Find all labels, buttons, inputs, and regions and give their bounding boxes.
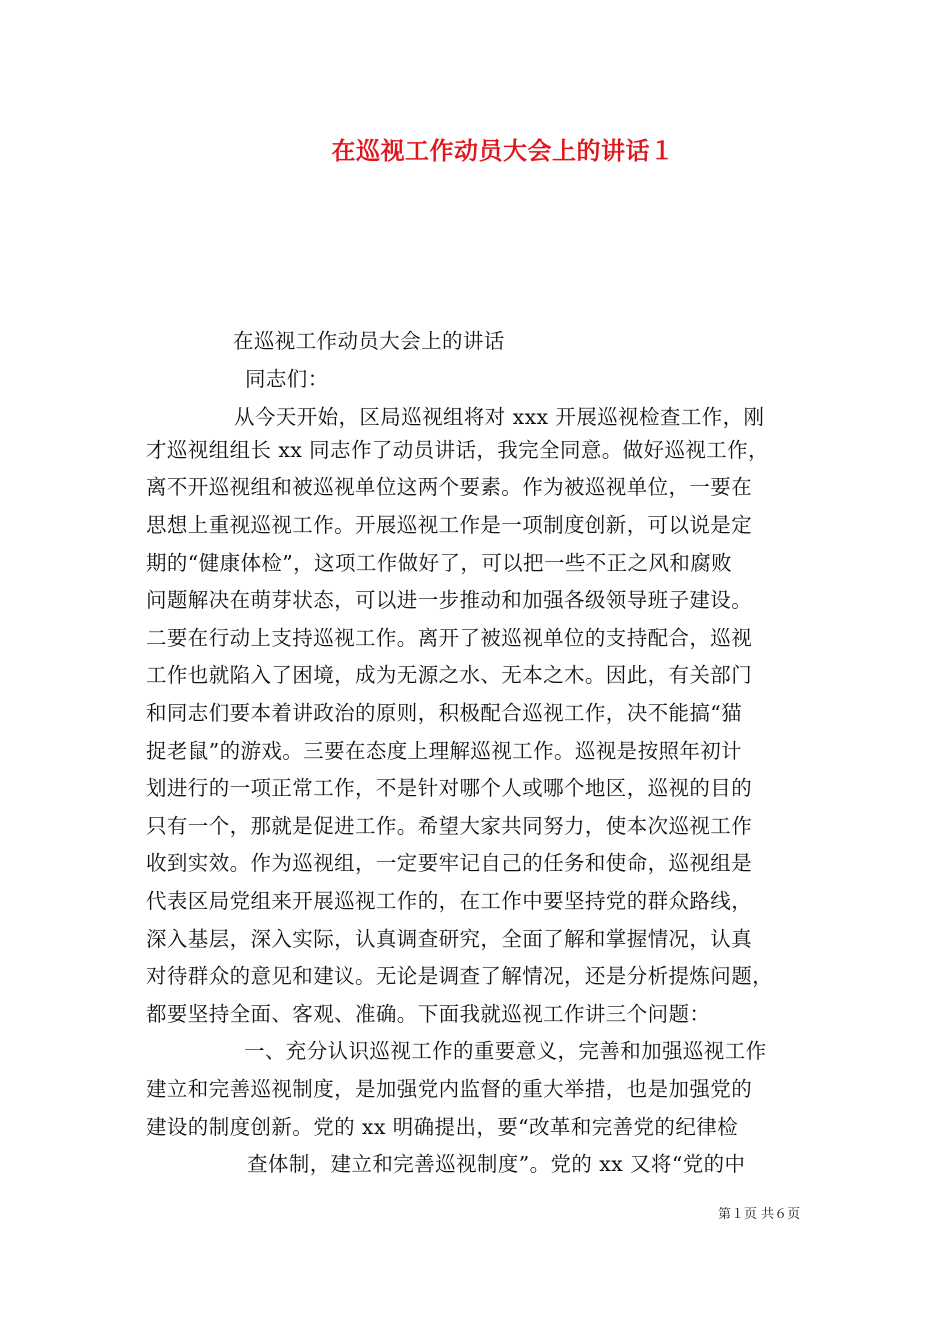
text-line: 从今天开始，区局巡视组将对 xxx 开展巡视检查工作，刚: [234, 405, 765, 429]
text-line: 思想上重视巡视工作。开展巡视工作是一项制度创新，可以说是定: [146, 513, 753, 537]
text-line: 在巡视工作动员大会上的讲话: [233, 329, 505, 353]
text-line: 问题解决在萌芽状态，可以进一步推动和加强各级领导班子建设。: [146, 588, 753, 612]
page-number: 第１页 共６页: [718, 1207, 801, 1222]
text-line: 同志们：: [245, 367, 329, 391]
text-line: 对待群众的意见和建议。无论是调查了解情况，还是分析提炼问题，: [146, 964, 773, 988]
text-line: 工作也就陷入了困境，成为无源之水、无本之木。因此，有关部门: [146, 663, 753, 687]
text-line: 建立和完善巡视制度，是加强党内监督的重大举措，也是加强党的: [146, 1077, 753, 1101]
text-line: 捉老鼠”的游戏。三要在态度上理解巡视工作。巡视是按照年初计: [146, 739, 743, 763]
text-line: 离不开巡视组和被巡视单位这两个要素。作为被巡视单位，一要在: [146, 475, 753, 499]
text-line: 划进行的一项正常工作，不是针对哪个人或哪个地区，巡视的目的: [146, 776, 753, 800]
text-line: 期的“健康体检”，这项工作做好了，可以把一些不正之风和腐败: [146, 551, 733, 575]
text-line: 一、充分认识巡视工作的重要意义，完善和加强巡视工作: [244, 1039, 767, 1063]
text-line: 才巡视组组长 xx 同志作了动员讲话，我完全同意。做好巡视工作，: [146, 438, 769, 462]
text-line: 和同志们要本着讲政治的原则，积极配合巡视工作，决不能搞“猫: [146, 701, 743, 725]
text-line: 只有一个，那就是促进工作。希望大家共同努力，使本次巡视工作: [146, 814, 753, 838]
text-line: 收到实效。作为巡视组，一定要牢记自己的任务和使命，巡视组是: [146, 851, 753, 875]
text-line: 深入基层，深入实际，认真调查研究，全面了解和掌握情况，认真: [146, 927, 753, 951]
text-line: 代表区局党组来开展巡视工作的，在工作中要坚持党的群众路线，: [146, 889, 753, 913]
text-line: 查体制，建立和完善巡视制度”。党的 xx 又将“党的中: [247, 1152, 746, 1176]
text-line: 建设的制度创新。党的 xx 明确提出，要“改革和完善党的纪律检: [146, 1115, 739, 1139]
page-title: 在巡视工作动员大会上的讲话１: [331, 136, 675, 165]
text-line: 二要在行动上支持巡视工作。离开了被巡视单位的支持配合，巡视: [146, 626, 753, 650]
text-line: 都要坚持全面、客观、准确。下面我就巡视工作讲三个问题：: [146, 1002, 711, 1026]
